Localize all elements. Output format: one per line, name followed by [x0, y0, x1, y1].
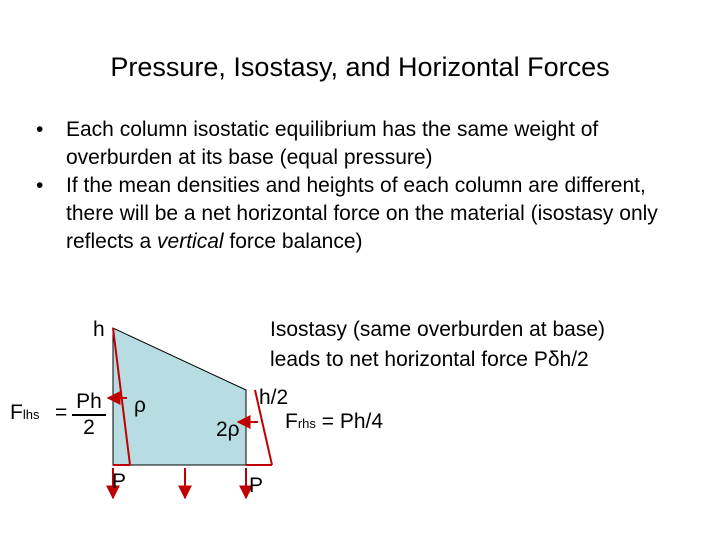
bullet-text-after: force balance) [223, 230, 363, 253]
f-lhs-fraction [72, 391, 106, 439]
bullet-item [36, 172, 686, 256]
label-p-left: P [112, 470, 127, 493]
f-rhs-label [285, 410, 383, 434]
f-lhs-denominator: 2 [83, 416, 95, 439]
f-rhs-symbol: F [285, 410, 298, 433]
label-two-rho: 2ρ [216, 418, 240, 441]
label-rho: ρ [134, 394, 146, 417]
isostasy-diagram [0, 300, 720, 540]
f-lhs-symbol: F [10, 401, 23, 424]
f-lhs-numerator: Ph [76, 390, 102, 413]
f-rhs-value: = Ph/4 [315, 410, 384, 433]
bullet-text-italic: vertical [157, 230, 224, 253]
f-rhs-subscript: rhs [297, 416, 316, 431]
label-h-half: h/2 [259, 386, 289, 409]
bullet-item [36, 116, 686, 172]
label-p-right: P [249, 474, 264, 497]
f-lhs-label [10, 401, 39, 425]
bullet-marker: • [36, 118, 44, 141]
column-shape [113, 328, 246, 465]
f-lhs-equals: = [55, 401, 68, 424]
bullet-list [36, 116, 686, 256]
label-h: h [93, 318, 105, 341]
bullet-marker: • [36, 174, 44, 197]
slide-title: Pressure, Isostasy, and Horizontal Forces [110, 52, 610, 82]
isostasy-note-line1: Isostasy (same overburden at base) [270, 318, 605, 341]
f-lhs-subscript: lhs [22, 407, 40, 422]
bullet-text-before: If the mean densities and heights of each column are different, there will be a net horizontal force on the material (isostasy only reflects a [66, 174, 658, 253]
isostasy-note-line2: leads to net horizontal force Pδh/2 [270, 348, 589, 371]
bullet-text: Each column isostatic equilibrium has the same weight of overburden at its base (equal pressure) [66, 118, 599, 169]
